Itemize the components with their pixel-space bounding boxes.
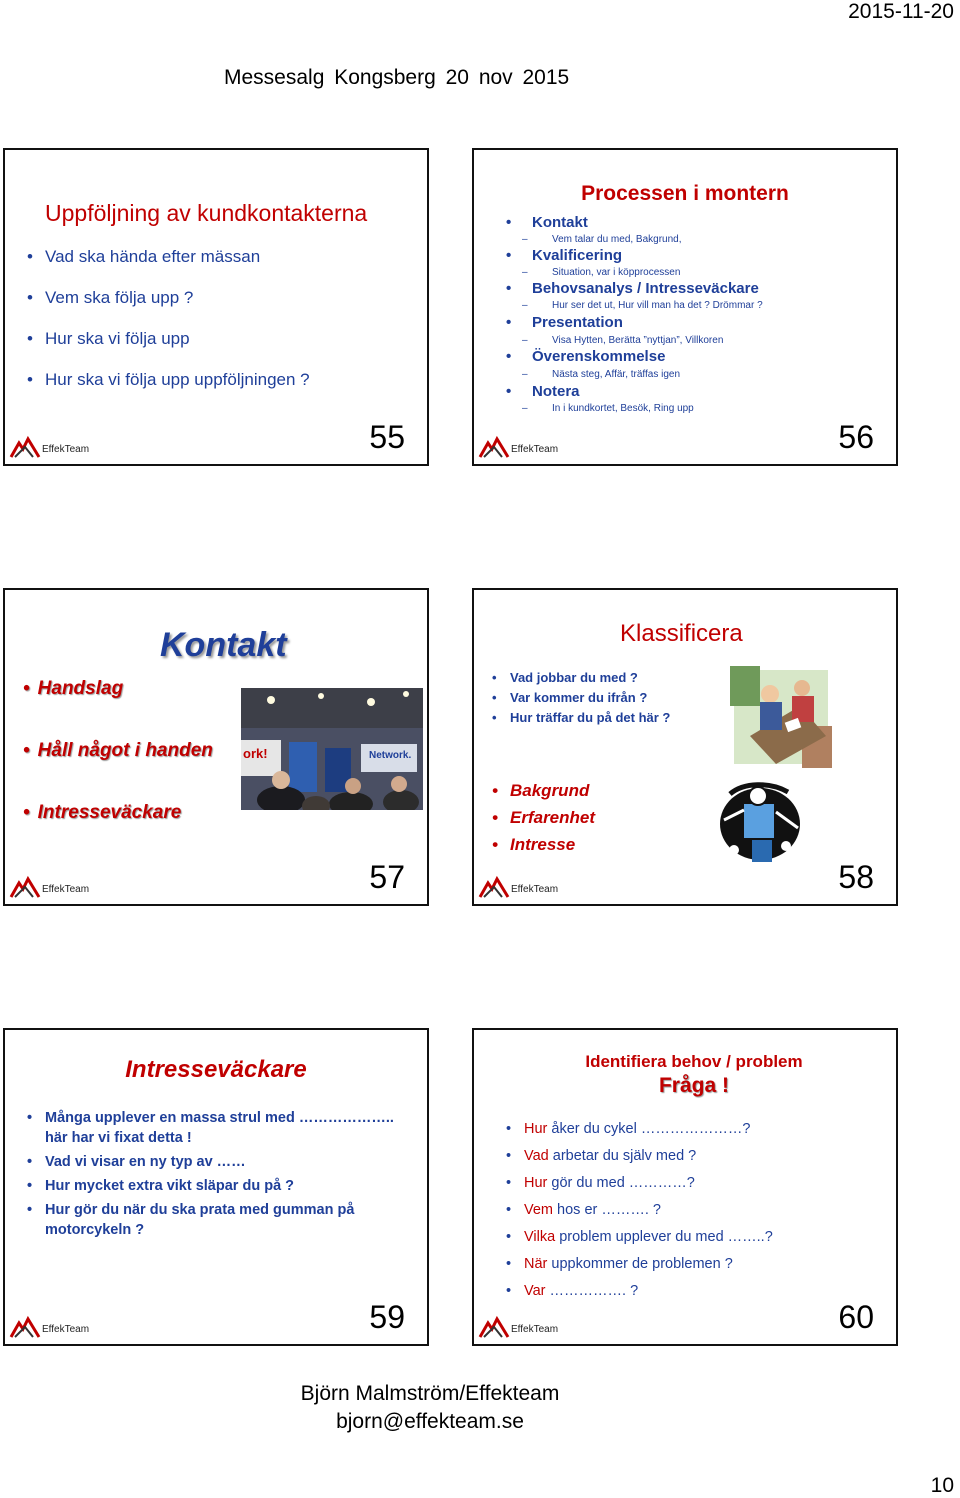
effekteam-logo xyxy=(478,1315,558,1341)
logo-text: EffekTeam xyxy=(511,1324,559,1335)
person-on-phone-clipart xyxy=(714,780,806,868)
list-item: • Många upplever en massa strul med ……………….. här har vi fixat detta ! xyxy=(27,1108,407,1148)
list-item: • Bakgrund xyxy=(492,777,595,804)
list-item: • Hur gör du när du ska prata med gumman på motorcykeln ? xyxy=(27,1200,407,1240)
trade-fair-photo xyxy=(241,688,423,810)
document-header: Messesalg Kongsberg 20 nov 2015 xyxy=(224,66,570,89)
booth-sign: ork! xyxy=(243,746,268,761)
list-item: • Hur träffar du på det här ? xyxy=(492,708,670,728)
logo-mark-icon xyxy=(478,1315,510,1339)
slide-57 xyxy=(3,588,429,906)
list-item: • Håll något i handen xyxy=(23,740,213,761)
keyword-list xyxy=(492,777,595,858)
list-item: • Handslag xyxy=(23,678,124,699)
list-item: • Vad vi visar en ny typ av …… xyxy=(27,1152,407,1172)
list-item: • Hur gör du med …………? xyxy=(506,1170,773,1197)
logo-mark-icon xyxy=(478,875,510,899)
trade-fair-illustration xyxy=(241,688,423,810)
author-email[interactable]: bjorn@effekteam.se xyxy=(336,1410,524,1433)
effekteam-logo xyxy=(478,435,558,461)
bullet-list xyxy=(27,236,407,400)
list-item: • Var ……………. ? xyxy=(506,1278,773,1305)
slide-56 xyxy=(472,148,898,466)
list-item: • Hur åker du cykel …………………? xyxy=(506,1116,773,1143)
logo-text: EffekTeam xyxy=(511,444,559,455)
process-step: • Överenskommelse xyxy=(532,348,665,365)
slide-number: 59 xyxy=(369,1299,405,1335)
bullet-list xyxy=(27,1108,407,1240)
effekteam-logo xyxy=(9,435,89,461)
slide-55 xyxy=(3,148,429,466)
slide-title: Uppföljning av kundkontakterna xyxy=(45,200,368,226)
logo-text: EffekTeam xyxy=(42,1324,90,1335)
list-item: • Vad ska hända efter mässan xyxy=(27,236,407,277)
process-step-detail: – Visa Hytten, Berätta ”nyttjan”, Villkoren xyxy=(552,335,723,346)
process-step: • Notera xyxy=(532,383,580,400)
slide-number: 56 xyxy=(838,419,874,455)
process-step: • Kvalificering xyxy=(532,247,622,264)
list-item: • Hur ska vi följa upp uppföljningen ? xyxy=(27,359,407,400)
list-item: • Vem hos er ………. ? xyxy=(506,1197,773,1224)
list-item: • Vem ska följa upp ? xyxy=(27,277,407,318)
page-number: 10 xyxy=(930,1474,954,1497)
slide-58 xyxy=(472,588,898,906)
logo-mark-icon xyxy=(9,435,41,459)
process-step: • Kontakt xyxy=(532,214,588,231)
slide-subtitle: Fråga ! xyxy=(658,1074,729,1097)
booth-sign: Network. xyxy=(369,750,412,761)
process-step-detail: – Hur ser det ut, Hur vill man ha det ? Drömmar ? xyxy=(552,300,763,311)
slide-title: Kontakt xyxy=(160,626,287,664)
slide-number: 60 xyxy=(838,1299,874,1335)
list-item: • Hur ska vi följa upp xyxy=(27,318,407,359)
process-step-detail: – Vem talar du med, Bakgrund, xyxy=(552,234,682,245)
print-date: 2015-11-20 xyxy=(848,0,954,23)
meeting-clipart xyxy=(730,666,832,768)
slide-60 xyxy=(472,1028,898,1346)
effekteam-logo xyxy=(9,1315,89,1341)
list-item: • Vad jobbar du med ? xyxy=(492,668,670,688)
logo-mark-icon xyxy=(9,1315,41,1339)
logo-mark-icon xyxy=(9,875,41,899)
author-name: Björn Malmström/Effekteam xyxy=(300,1382,560,1405)
slide-number: 55 xyxy=(369,419,405,455)
effekteam-logo xyxy=(9,875,89,901)
slide-number: 57 xyxy=(369,859,405,895)
logo-text: EffekTeam xyxy=(42,444,90,455)
slide-title: Processen i montern xyxy=(581,182,789,205)
list-item: • Intresseväckare xyxy=(23,802,182,823)
slide-59 xyxy=(3,1028,429,1346)
list-item: • Intresse xyxy=(492,831,595,858)
slide-title: Klassificera xyxy=(620,620,743,647)
question-list xyxy=(506,1116,773,1305)
process-step-detail: – Nästa steg, Affär, träffas igen xyxy=(552,369,680,380)
list-item: • Vad arbetar du själv med ? xyxy=(506,1143,773,1170)
process-step: • Presentation xyxy=(532,314,623,331)
logo-mark-icon xyxy=(478,435,510,459)
list-item: • Var kommer du ifrån ? xyxy=(492,688,670,708)
slide-title: Intresseväckare xyxy=(125,1056,307,1083)
logo-text: EffekTeam xyxy=(42,884,90,895)
slide-number: 58 xyxy=(838,859,874,895)
question-list xyxy=(492,668,670,728)
logo-text: EffekTeam xyxy=(511,884,559,895)
effekteam-logo xyxy=(478,875,558,901)
list-item: • Vilka problem upplever du med ……..? xyxy=(506,1224,773,1251)
slide-title: Identifiera behov / problem xyxy=(585,1052,803,1071)
process-step: • Behovsanalys / Intresseväckare xyxy=(532,280,759,297)
process-step-detail: – In i kundkortet, Besök, Ring upp xyxy=(552,403,694,414)
list-item: • När uppkommer de problemen ? xyxy=(506,1251,773,1278)
process-step-detail: – Situation, var i köpprocessen xyxy=(552,267,680,278)
list-item: • Hur mycket extra vikt släpar du på ? xyxy=(27,1176,407,1196)
list-item: • Erfarenhet xyxy=(492,804,595,831)
